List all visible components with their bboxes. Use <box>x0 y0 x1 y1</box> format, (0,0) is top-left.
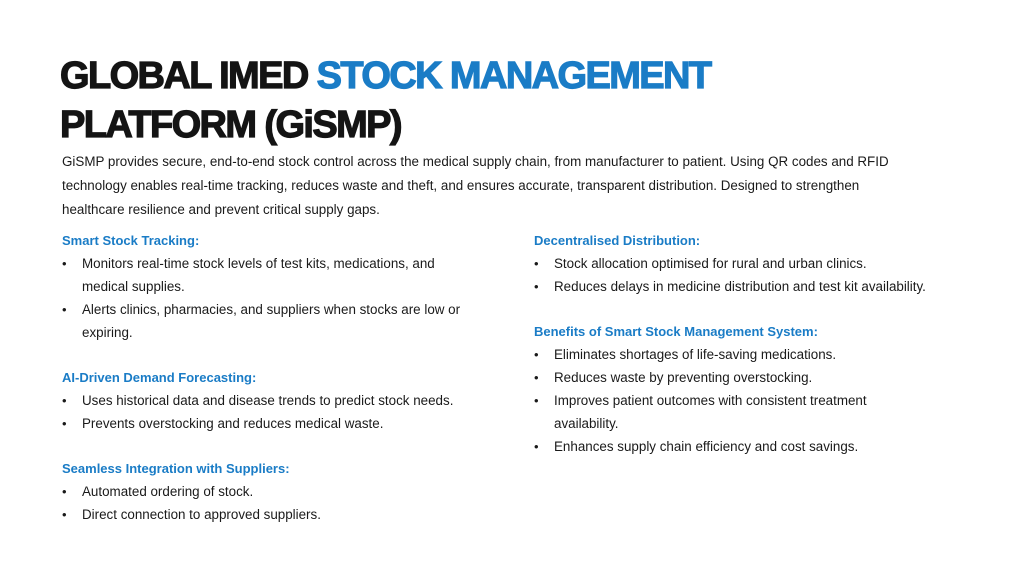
list-item-text: Enhances supply chain efficiency and cost savings. <box>554 439 859 454</box>
bullet-icon: • <box>534 347 539 362</box>
bullet-icon: • <box>534 279 539 294</box>
list-item <box>62 503 462 526</box>
bullet-list <box>534 252 934 298</box>
section-ai-demand-forecasting <box>62 366 462 435</box>
list-item-text: Direct connection to approved suppliers. <box>82 507 321 522</box>
right-column <box>534 229 934 480</box>
bullet-icon: • <box>534 256 539 271</box>
section-heading: Benefits of Smart Stock Management System: <box>534 324 818 339</box>
left-column <box>62 229 462 548</box>
bullet-icon: • <box>62 302 67 317</box>
list-item-text: Alerts clinics, pharmacies, and suppliers when stocks are low or expiring. <box>82 302 461 340</box>
list-item <box>534 435 934 458</box>
section-benefits <box>534 320 934 458</box>
intro-paragraph: GiSMP provides secure, end-to-end stock control across the medical supply chain, from manufacturer to patient. Using QR codes and RFID technology enables real-time tracking, reduces waste and theft, and ensures accurate, transparent distribution. Designed to strengthen healthcare resilience and prevent critical supply gaps. <box>62 154 889 217</box>
section-smart-stock-tracking <box>62 229 462 344</box>
bullet-icon: • <box>62 256 67 271</box>
bullet-list <box>62 252 462 344</box>
bullet-icon: • <box>62 393 67 408</box>
bullet-list <box>534 343 934 458</box>
section-decentralised-distribution <box>534 229 934 298</box>
bullet-icon: • <box>62 484 67 499</box>
bullet-icon: • <box>534 393 539 408</box>
section-heading: Smart Stock Tracking: <box>62 233 200 248</box>
list-item-text: Uses historical data and disease trends to predict stock needs. <box>82 393 454 408</box>
list-item <box>534 275 934 298</box>
list-item-text: Automated ordering of stock. <box>82 484 254 499</box>
section-supplier-integration <box>62 457 462 526</box>
list-item <box>62 480 462 503</box>
list-item <box>534 389 934 435</box>
list-item-text: Monitors real-time stock levels of test kits, medications, and medical supplies. <box>82 256 435 294</box>
list-item-text: Improves patient outcomes with consistent treatment availability. <box>554 393 867 431</box>
section-heading: AI-Driven Demand Forecasting: <box>62 370 257 385</box>
list-item <box>62 412 462 435</box>
list-item-text: Stock allocation optimised for rural and urban clinics. <box>554 256 867 271</box>
section-heading: Decentralised Distribution: <box>534 233 701 248</box>
title-part-3: PLATFORM (GiSMP) <box>60 104 401 146</box>
title-part-1: GLOBAL IMED <box>60 55 317 97</box>
title-accent: STOCK MANAGEMENT <box>316 55 711 97</box>
list-item-text: Eliminates shortages of life-saving medications. <box>554 347 837 362</box>
bullet-icon: • <box>534 439 539 454</box>
section-heading: Seamless Integration with Suppliers: <box>62 461 290 476</box>
list-item <box>62 389 462 412</box>
list-item-text: Reduces waste by preventing overstocking. <box>554 370 813 385</box>
list-item-text: Prevents overstocking and reduces medical waste. <box>82 416 384 431</box>
bullet-icon: • <box>62 507 67 522</box>
list-item <box>62 298 462 344</box>
list-item <box>62 252 462 298</box>
bullet-list <box>62 389 462 435</box>
bullet-icon: • <box>534 370 539 385</box>
list-item <box>534 343 934 366</box>
bullet-icon: • <box>62 416 67 431</box>
bullet-list <box>62 480 462 526</box>
list-item-text: Reduces delays in medicine distribution and test kit availability. <box>554 279 926 294</box>
list-item <box>534 366 934 389</box>
page-title <box>60 52 960 150</box>
list-item <box>534 252 934 275</box>
